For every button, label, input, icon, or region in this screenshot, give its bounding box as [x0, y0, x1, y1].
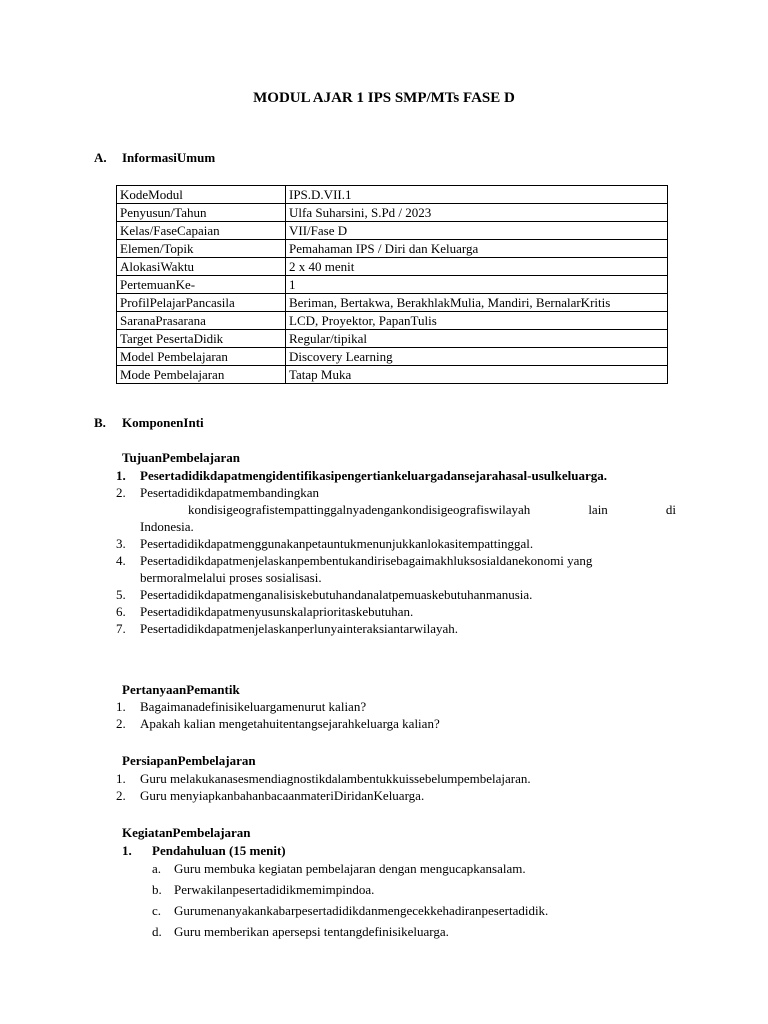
list-item: a. Guru membuka kegiatan pembelajaran dengan mengucapkansalam. [152, 861, 526, 876]
table-row [117, 240, 668, 258]
kegiatan-heading: KegiatanPembelajaran [122, 825, 251, 840]
list-item: 6. Pesertadidikdapatmenyusunskalaprioritaskebutuhan. [116, 604, 414, 619]
table-cell-value: IPS.D.VII.1 [286, 186, 668, 204]
table-row [117, 348, 668, 366]
table-cell-value: LCD, Proyektor, PapanTulis [286, 312, 668, 330]
list-item: 2. Pesertadidikdapatmembandingkan kondisigeografistempattinggalnyadengankondisigeografiswilayah lain di Indonesia. [116, 485, 676, 534]
table-cell-key: KodeModul [117, 186, 286, 204]
persiapan-list [116, 770, 676, 804]
section-a-heading: A. InformasiUmum [94, 150, 216, 165]
list-item: 4. Pesertadidikdapatmenjelaskanpembentukandirisebagaimakhluksosialdanekonomi yang bermoralmelalui proses sosialisasi. [116, 553, 593, 585]
table-row [117, 276, 668, 294]
list-item: 7. Pesertadidikdapatmenjelaskanperlunyainteraksiantarwilayah. [116, 621, 459, 636]
document-title: MODUL AJAR 1 IPS SMP/MTs FASE D [253, 90, 515, 106]
pemantik-list [116, 698, 676, 732]
list-item: 2. Guru menyiapkanbahanbacaanmateriDiridanKeluarga. [116, 788, 425, 803]
table-cell-key: ProfilPelajarPancasila [117, 294, 286, 312]
table-cell-key: Elemen/Topik [117, 240, 286, 258]
list-item: 1. Guru melakukanasesmendiagnostikdalambentukkuissebelumpembelajaran. [116, 771, 531, 786]
list-item: 1. Bagaimanadefinisikeluargamenurut kalian? [116, 699, 367, 714]
table-cell-value: Regular/tipikal [286, 330, 668, 348]
table-row [117, 312, 668, 330]
tujuan-list [116, 467, 676, 637]
table-cell-value: Beriman, Bertakwa, BerakhlakMulia, Mandiri, BernalarKritis [286, 294, 668, 312]
table-cell-key: Model Pembelajaran [117, 348, 286, 366]
table-cell-value: VII/Fase D [286, 222, 668, 240]
persiapan-heading: PersiapanPembelajaran [122, 753, 256, 768]
table-row [117, 330, 668, 348]
list-item: d. Guru memberikan apersepsi tentangdefinisikeluarga. [152, 924, 449, 939]
info-table [116, 185, 668, 384]
justified-line: kondisigeografistempattinggalnyadengankondisigeografiswilayah lain di [188, 502, 676, 517]
table-cell-value: 1 [286, 276, 668, 294]
list-item: b. Perwakilanpesertadidikmemimpindoa. [152, 882, 375, 897]
table-row [117, 186, 668, 204]
table-cell-key: SaranaPrasarana [117, 312, 286, 330]
list-item: 3. Pesertadidikdapatmenggunakanpetauntukmenunjukkanlokasitempattinggal. [116, 536, 534, 551]
table-row [117, 366, 668, 384]
table-cell-value: Discovery Learning [286, 348, 668, 366]
pemantik-heading: PertanyaanPemantik [122, 682, 240, 697]
list-item: 1. Pesertadidikdapatmengidentifikasipengertiankeluargadansejarahasal-usulkeluarga. [116, 468, 607, 483]
table-row [117, 204, 668, 222]
list-item: c. Gurumenanyakankabarpesertadidikdanmengecekkehadiranpesertadidik. [152, 903, 549, 918]
table-row [117, 222, 668, 240]
table-cell-key: Mode Pembelajaran [117, 366, 286, 384]
table-cell-value: Pemahaman IPS / Diri dan Keluarga [286, 240, 668, 258]
table-row [117, 258, 668, 276]
table-cell-key: AlokasiWaktu [117, 258, 286, 276]
table-cell-key: Penyusun/Tahun [117, 204, 286, 222]
list-item: 2. Apakah kalian mengetahuitentangsejarahkeluarga kalian? [116, 716, 440, 731]
table-cell-key: Target PesertaDidik [117, 330, 286, 348]
table-cell-value: Ulfa Suharsini, S.Pd / 2023 [286, 204, 668, 222]
kegiatan-step-1: 1. Pendahuluan (15 menit) [122, 843, 286, 858]
table-cell-key: PertemuanKe- [117, 276, 286, 294]
table-cell-value: Tatap Muka [286, 366, 668, 384]
kegiatan-list [152, 860, 672, 944]
table-row [117, 294, 668, 312]
table-cell-key: Kelas/FaseCapaian [117, 222, 286, 240]
section-b-heading: B. KomponenInti [94, 415, 204, 430]
table-cell-value: 2 x 40 menit [286, 258, 668, 276]
tujuan-heading: TujuanPembelajaran [122, 450, 240, 465]
list-item: 5. Pesertadidikdapatmenganalisiskebutuhandanalatpemuaskebutuhanmanusia. [116, 587, 533, 602]
